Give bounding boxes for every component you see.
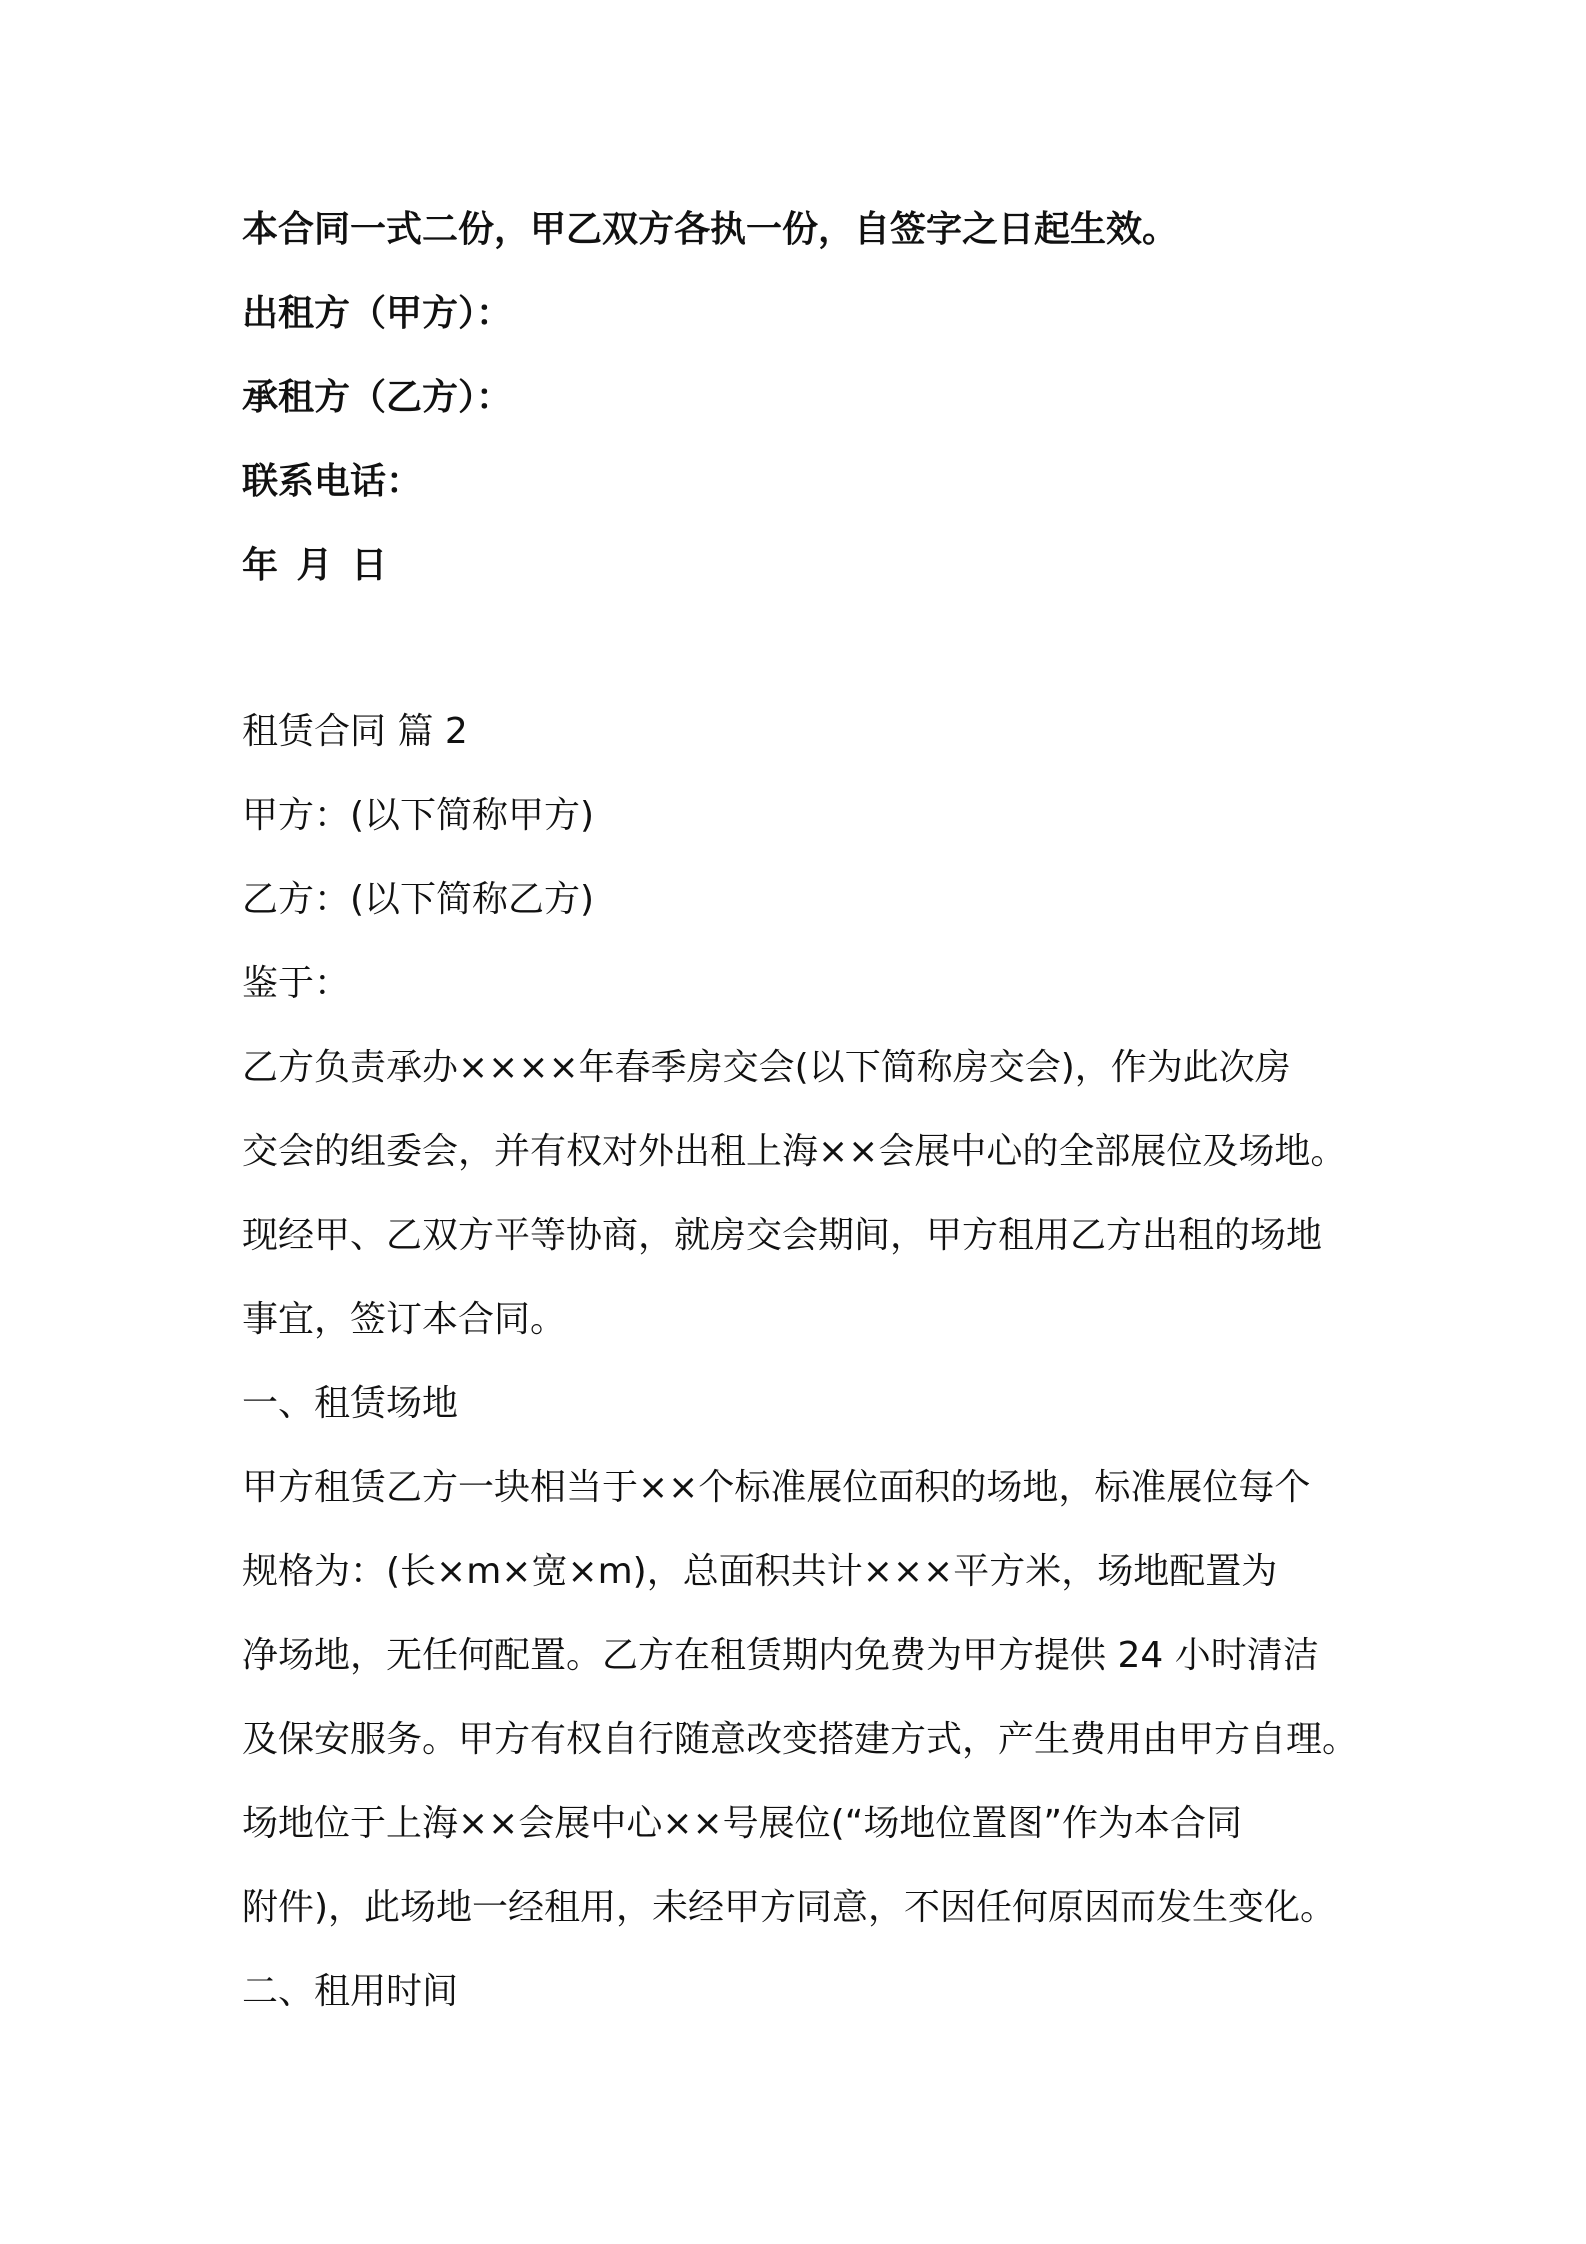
contract-heading: 租赁合同 篇 2 bbox=[242, 711, 468, 752]
paragraph-line: 净场地，无任何配置。乙方在租赁期内免费为甲方提供 24 小时清洁 bbox=[242, 1635, 1319, 1676]
lessee-label: 承租方（乙方）： bbox=[242, 377, 513, 418]
phone-label: 联系电话： bbox=[242, 461, 423, 502]
party-b-line: 乙方：(以下简称乙方) bbox=[242, 879, 595, 920]
paragraph-line: 附件)，此场地一经租用，未经甲方同意，不因任何原因而发生变化。 bbox=[242, 1887, 1337, 1928]
paragraph-line: 甲方租赁乙方一块相当于××个标准展位面积的场地，标准展位每个 bbox=[242, 1467, 1311, 1508]
paragraph-line: 乙方负责承办××××年春季房交会(以下简称房交会)，作为此次房 bbox=[242, 1047, 1291, 1088]
paragraph-line: 及保安服务。甲方有权自行随意改变搭建方式，产生费用由甲方自理。 bbox=[242, 1719, 1359, 1760]
paragraph-line: 交会的组委会，并有权对外出租上海××会展中心的全部展位及场地。 bbox=[242, 1131, 1347, 1172]
party-a-line: 甲方：(以下简称甲方) bbox=[242, 795, 595, 836]
lessor-label: 出租方（甲方）： bbox=[242, 293, 513, 334]
date-label: 年 月 日 bbox=[242, 545, 388, 586]
paragraph-effective-clause: 本合同一式二份，甲乙双方各执一份，自签字之日起生效。 bbox=[242, 209, 1179, 250]
whereas-label: 鉴于： bbox=[242, 963, 351, 1004]
section-heading-lease-venue: 一、租赁场地 bbox=[242, 1383, 459, 1424]
paragraph-line: 事宜，签订本合同。 bbox=[242, 1299, 567, 1340]
paragraph-line: 现经甲、乙双方平等协商，就房交会期间，甲方租用乙方出租的场地 bbox=[242, 1215, 1323, 1256]
section-heading-lease-time: 二、租用时间 bbox=[242, 1971, 459, 2012]
paragraph-line: 场地位于上海××会展中心××号展位(“场地位置图”作为本合同 bbox=[242, 1803, 1243, 1844]
paragraph-line: 规格为：(长×m×宽×m)，总面积共计×××平方米，场地配置为 bbox=[242, 1551, 1278, 1592]
